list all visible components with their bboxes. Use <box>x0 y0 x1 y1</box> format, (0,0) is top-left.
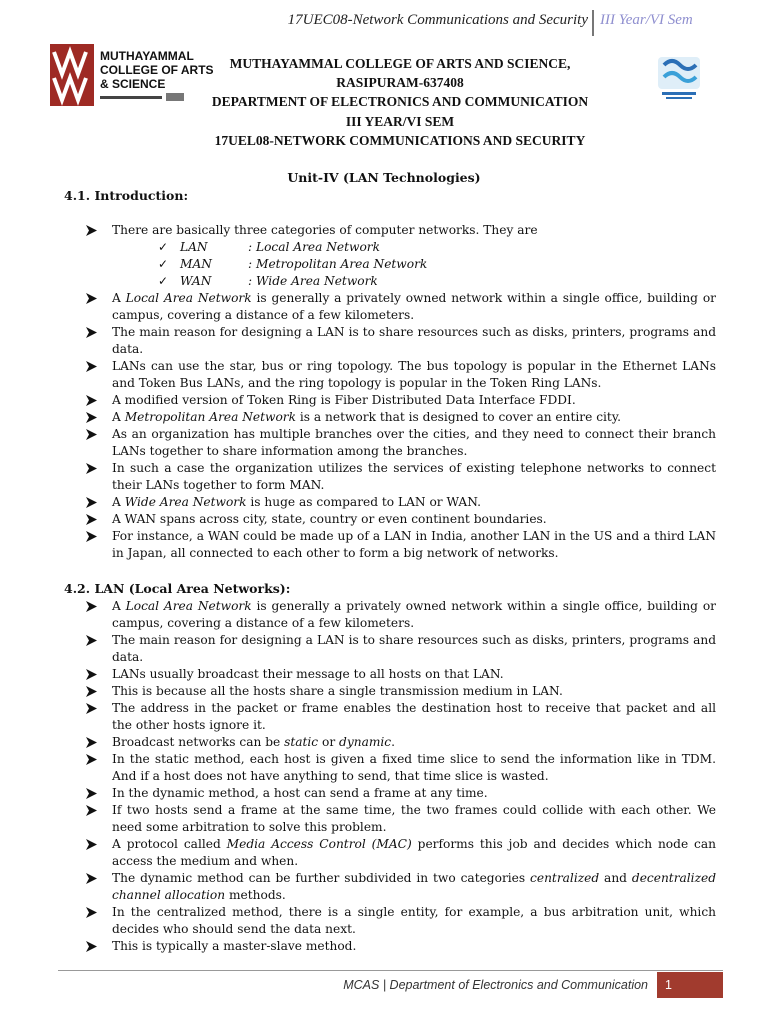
bullet-item: If two hosts send a frame at the same time, the two frames could collide with each other. We need some arbitration to solve this problem. <box>86 802 716 836</box>
arrow-bullet-icon <box>86 737 97 748</box>
footer-divider <box>58 970 723 971</box>
college-location: RASIPURAM-637408 <box>336 75 464 91</box>
arrow-bullet-icon <box>86 805 97 816</box>
bullet-item: A WAN spans across city, state, country or even continent boundaries. <box>86 511 716 528</box>
arrow-bullet-icon <box>86 412 97 423</box>
checkmark-icon: ✓ <box>158 240 169 254</box>
header-divider <box>592 10 594 36</box>
arrow-bullet-icon <box>86 463 97 474</box>
arrow-bullet-icon <box>86 669 97 680</box>
bullet-item: LANs usually broadcast their message to all hosts on that LAN. <box>86 666 716 683</box>
section-lan-body <box>86 598 716 955</box>
section-heading-lan: 4.2. LAN (Local Area Networks): <box>64 581 291 596</box>
arrow-bullet-icon <box>86 395 97 406</box>
bullet-item: A Metropolitan Area Network is a network that is designed to cover an entire city. <box>86 409 716 426</box>
bullet-item: LANs can use the star, bus or ring topology. The bus topology is popular in the Ethernet LANs and Token Bus LANs, and the ring topology is popular in the Token Ring LANs. <box>86 358 716 392</box>
arrow-bullet-icon <box>86 531 97 542</box>
arrow-bullet-icon <box>86 873 97 884</box>
arrow-bullet-icon <box>86 754 97 765</box>
checkmark-icon: ✓ <box>158 274 169 288</box>
bullet-item: As an organization has multiple branches over the cities, and they need to connect their branch LANs together to share information among the branches. <box>86 426 716 460</box>
arrow-bullet-icon <box>86 293 97 304</box>
arrow-bullet-icon <box>86 327 97 338</box>
arrow-bullet-icon <box>86 635 97 646</box>
footer-text: MCAS | Department of Electronics and Communication <box>343 978 648 992</box>
arrow-bullet-icon <box>86 361 97 372</box>
bullet-item: This is because all the hosts share a single transmission medium in LAN. <box>86 683 716 700</box>
course-title: 17UEL08-NETWORK COMMUNICATIONS AND SECURITY <box>214 132 586 148</box>
logo-line1: MUTHAYAMMAL <box>100 49 194 63</box>
page-number: 1 <box>657 972 723 998</box>
category-item-wan: ✓ WAN : Wide Area Network <box>158 274 378 288</box>
arrow-bullet-icon <box>86 497 97 508</box>
bullet-item: In the static method, each host is given a fixed time slice to send the information like in TDM. And if a host does not have anything to send, that time slice is wasted. <box>86 751 716 785</box>
unit-title: Unit-IV (LAN Technologies) <box>287 170 481 185</box>
bullet-item: A Wide Area Network is huge as compared to LAN or WAN. <box>86 494 716 511</box>
anniversary-emblem <box>656 55 702 101</box>
arrow-bullet-icon <box>86 788 97 799</box>
section-introduction-body <box>86 222 716 562</box>
department-name: DEPARTMENT OF ELECTRONICS AND COMMUNICATION <box>211 94 589 110</box>
arrow-bullet-icon <box>86 514 97 525</box>
category-item-man: ✓ MAN : Metropolitan Area Network <box>158 257 428 271</box>
bullet-item: A modified version of Token Ring is Fiber Distributed Data Interface FDDI. <box>86 392 716 409</box>
arrow-bullet-icon <box>86 429 97 440</box>
arrow-bullet-icon <box>86 941 97 952</box>
header-course-title: 17UEC08-Network Communications and Security <box>287 12 588 28</box>
bullet-item: In the dynamic method, a host can send a frame at any time. <box>86 785 716 802</box>
arrow-bullet-icon <box>86 225 97 236</box>
arrow-bullet-icon <box>86 686 97 697</box>
page-header <box>0 10 768 36</box>
document-title-block <box>180 54 620 150</box>
bullet-item: The main reason for designing a LAN is to share resources such as disks, printers, programs and data. <box>86 324 716 358</box>
bullet-item: For instance, a WAN could be made up of a LAN in India, another LAN in the US and a third LAN in Japan, all connected to each other to form a big network of networks. <box>86 528 716 562</box>
header-year: III Year/VI Sem <box>600 12 693 28</box>
category-item-lan: ✓ LAN : Local Area Network <box>158 240 381 254</box>
checkmark-icon: ✓ <box>158 257 169 271</box>
bullet-item: A Local Area Network is generally a privately owned network within a single office, building or campus, covering a distance of a few kilometers. <box>86 598 716 632</box>
bullet-item: Broadcast networks can be static or dynamic. <box>86 734 716 751</box>
arrow-bullet-icon <box>86 703 97 714</box>
bullet-item: In the centralized method, there is a single entity, for example, a bus arbitration unit, which decides who should send the data next. <box>86 904 716 938</box>
logo-line2: COLLEGE OF ARTS <box>100 63 214 77</box>
year-semester: III YEAR/VI SEM <box>345 113 455 129</box>
arrow-bullet-icon <box>86 601 97 612</box>
bullet-item: In such a case the organization utilizes the services of existing telephone networks to connect their LANs together to form MAN. <box>86 460 716 494</box>
arrow-bullet-icon <box>86 839 97 850</box>
bullet-item: This is typically a master-slave method. <box>86 938 716 955</box>
arrow-bullet-icon <box>86 907 97 918</box>
bullet-item: The dynamic method can be further subdivided in two categories centralized and decentralized channel allocation methods. <box>86 870 716 904</box>
logo-line3: & SCIENCE <box>100 77 166 91</box>
section-heading-introduction: 4.1. Introduction: <box>64 188 189 203</box>
college-name: MUTHAYAMMAL COLLEGE OF ARTS AND SCIENCE, <box>229 56 571 71</box>
bullet-item: A Local Area Network is generally a privately owned network within a single office, building or campus, covering a distance of a few kilometers. <box>86 290 716 324</box>
bullet-item: The main reason for designing a LAN is to share resources such as disks, printers, programs and data. <box>86 632 716 666</box>
bullet-item: There are basically three categories of computer networks. They are <box>86 222 716 239</box>
bullet-item: The address in the packet or frame enables the destination host to receive that packet and all the other hosts ignore it. <box>86 700 716 734</box>
bullet-item: A protocol called Media Access Control (MAC) performs this job and decides which node can access the medium and when. <box>86 836 716 870</box>
